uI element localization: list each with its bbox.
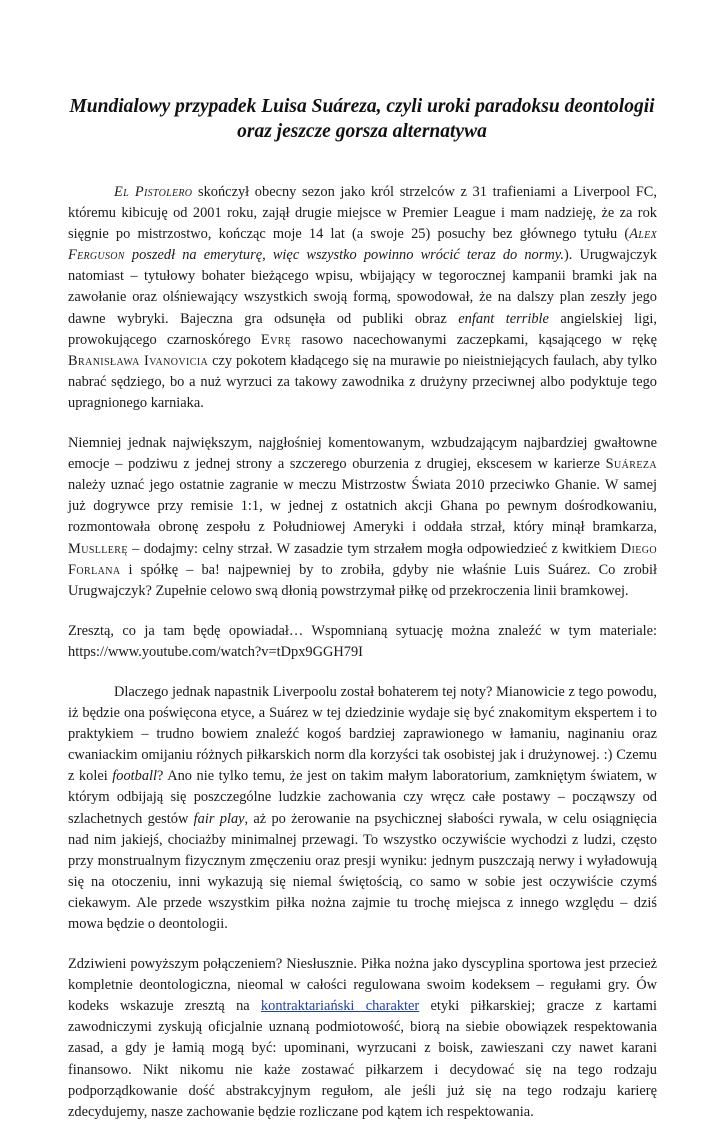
- name-evra: Evrę: [260, 331, 292, 348]
- paragraph-3: Zresztą, co ja tam będę opowiadał… Wspomnianą sytuację można znaleźć w tym materiale: https://www.youtube.com/watch?v=tDpx9GGH79I: [68, 622, 657, 660]
- title-line-1: Mundialowy przypadek Luisa Suáreza, czyli uroki paradoksu deontologii: [69, 96, 655, 117]
- contractarian-link[interactable]: kontraktariański charakter: [260, 998, 420, 1015]
- paragraph-4: Dlaczego jednak napastnik Liverpoolu został bohaterem tej noty? Mianowicie z tego powodu, iż będzie ona poświęcona etyce, a Suárez w tej dziedzinie wydaje się być znakomitym ekspertem i to praktykiem – trudno bowiem znaleźć kogoś bardziej zaprawionego w łamaniu, naginaniu oraz cwaniackim omijaniu różnych piłkarskich norm dla korzyści tak osobistej jak i drużynowej. :) Czemu z kolei football? Ano nie tylko temu, że jest on takim małym laboratorium, zamkniętym światem, w którym odbijają się poszczególne ludzkie zachowania czy wręcz całe postawy – począwszy od szlachetnych gestów fair play, aż po żerowanie na psychicznej słabości rywala, w celu osiągnięcia nad nim jakiejś, chociażby minimalnej przewagi. To wszystko oczywiście wychodzi z ludzi, często przy monstrualnym fizycznym zmęczeniu oraz presji wyniku: jednym puszczają nerwy i wyładowują się na otoczeniu, inni wykazują się niemal świętością, co samo w sobie jest oczywiście czymś ciekawym. Ale przede wszystkim piłka nożna zajmie tu trochę miejsca z innego względu – dziś mowa będzie o deontologii.: [68, 683, 658, 932]
- name-suarez: Suáreza: [605, 456, 657, 473]
- paragraph-2: Niemniej jednak największym, najgłośniej komentowanym, wzbudzającym najbardziej gwałtowne emocje – podziwu z jednej strony a szczerego oburzenia z drugiej, ekscesem w karierze Suáreza należy uznać jego ostatnie zagranie w meczu Mistrzostw Świata 2010 przeciwko Ghanie. W samej już dogrywce przy remisie 1:1, w jednej z ostatnich akcji Ghana po pewnym dośrodkowaniu, rozmontowała obronę zespołu z Południowej Ameryki i oddała strzał, który minął bramkarza, Musllerę – dodajmy: celny strzał. W zasadzie tym strzałem mogła odpowiedzieć z kwitkiem Diego Forlana i spółkę – ba! najpewniej by to zrobiła, gdyby nie właśnie Luis Suárez. Co zrobił Urugwajczyk? Zupełnie celowo swą dłonią powstrzymał piłkę od przekroczenia linii bramkowej.: [68, 435, 657, 599]
- name-ivanovic: Branisława Ivanovicia: [68, 352, 209, 369]
- article-body: [68, 182, 657, 1142]
- article-title: [60, 94, 664, 144]
- paragraph-5: Zdziwieni powyższym połączeniem? Niesłusznie. Piłka nożna jako dyscyplina sportowa jest przecież kompletnie deontologiczna, nieomal w całości regulowana swoim kodeksem – regułami gry. Ów kodeks wskazuje zresztą na kontraktariański charakter etyki piłkarskiej; gracze z kartami zawodniczymi zyskują oficjalnie uznaną podmiotowość, biorą na siebie obowiązek respektowania zasad, a gdy je łamią mogą być: upominani, wyrzucani z boisk, zawieszani czy nawet karani finansowo. Nikt nikomu nie każe zostawać piłkarzem i decydować się na tego rodzaju podporządkowanie dość abstrakcyjnym regułom, ale jeśli już się na tego rodzaju karierę zdecydujemy, nasze zachowanie będzie rozliczane pod kątem ich respektowania.: [68, 956, 657, 1120]
- name-muslera: Musllerę: [68, 540, 128, 557]
- name-alex-ferguson: Alex Ferguson: [68, 226, 657, 264]
- name-forlan: Diego Forlana: [68, 540, 657, 578]
- title-line-2: oraz jeszcze gorsza alternatywa: [237, 121, 487, 142]
- nickname-el-pistolero: El Pistolero: [114, 184, 193, 200]
- paragraph-1: El Pistolero skończył obecny sezon jako król strzelców z 31 trafieniami a Liverpool FC, któremu kibicuję od 2001 roku, zajął drugie miejsce w Premier League i mam nadzieję, że za rok sięgnie po mistrzostwo, kończąc moje 14 lat (a swoje 25) posuchy bez głównego tytułu (Alex Ferguson poszedł na emeryturę, więc wszystko powinno wrócić teraz do normy.). Urugwajczyk natomiast – tytułowy bohater bieżącego wpisu, wbijający w tegorocznej kampanii bramki jak na zawołanie oraz olśniewający wszystkich swoją formą, spowodował, że na dalszy plan zeszły jego dawne wybryki. Bajeczna gra odsunęła od publiki obraz enfant terrible angielskiej ligi, prowokującego czarnoskórego Evrę rasowo nacechowanymi zaczepkami, kąsającego w rękę Branisława Ivanovicia czy pokotem kładącego się na murawie po nieistniejących faulach, aby tylko nabrać sędziego, bo a nuż wyrzuci za takowy zawodnika z drużyny przeciwnej albo podyktuje tego upragnionego karniaka.: [68, 184, 658, 411]
